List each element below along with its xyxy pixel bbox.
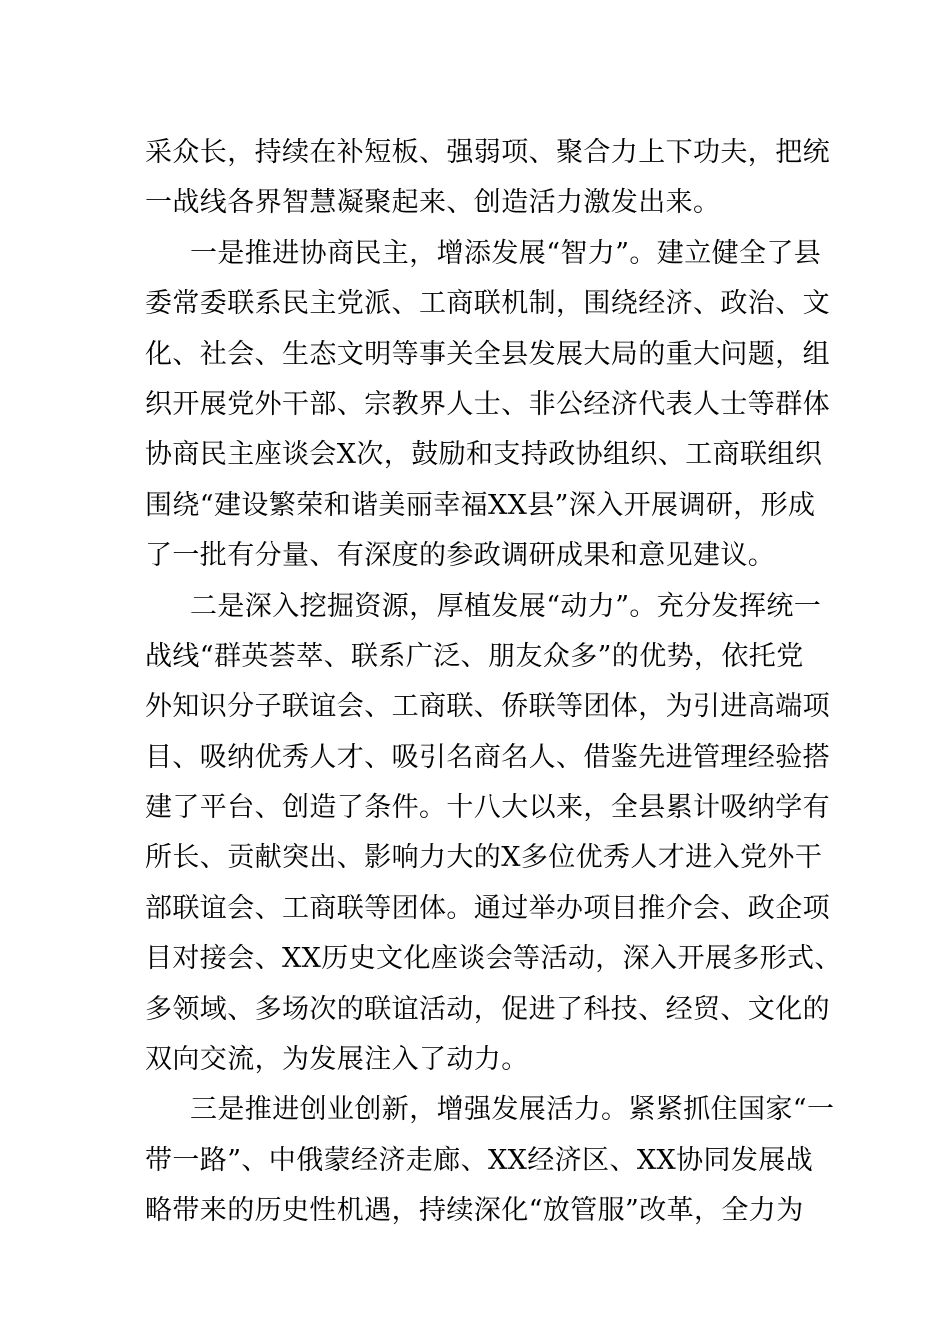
text-line-22: 略带来的历史性机遇，持续深化“放管服”改革，全力为	[145, 1195, 804, 1227]
text-line-11: 战线“群英荟萃、联系广泛、朋友众多”的优势，依托党	[145, 640, 804, 672]
text-line-14: 建了平台、创造了条件。十八大以来，全县累计吸纳学有	[145, 792, 830, 824]
text-line-19: 双向交流，为发展注入了动力。	[145, 1044, 529, 1076]
text-line-21: 带一路”、中俄蒙经济走廊、XX经济区、XX协同发展战	[145, 1144, 814, 1176]
text-line-8: 围绕“建设繁荣和谐美丽幸福XX县”深入开展调研，形成	[145, 489, 816, 521]
text-line-15: 所长、贡献突出、影响力大的X多位优秀人才进入党外干	[145, 842, 823, 874]
text-line-1: 采众长，持续在补短板、强弱项、聚合力上下功夫，把统	[145, 137, 830, 168]
text-line-18: 多领域、多场次的联谊活动，促进了科技、经贸、文化的	[145, 993, 830, 1025]
text-line-9: 了一批有分量、有深度的参政调研成果和意见建议。	[145, 540, 776, 572]
text-line-16: 部联谊会、工商联等团体。通过举办项目推介会、政企项	[145, 892, 830, 924]
paragraph-3-first-line: 三是推进创业创新，增强发展活力。紧紧抓住国家“一	[190, 1094, 835, 1126]
text-line-13: 目、吸纳优秀人才、吸引名商名人、借鉴先进管理经验搭	[145, 741, 830, 773]
text-line-4: 委常委联系民主党派、工商联机制，围绕经济、政治、文	[145, 288, 830, 320]
text-line-17: 目对接会、XX历史文化座谈会等活动，深入开展多形式、	[145, 943, 842, 975]
text-line-2: 一战线各界智慧凝聚起来、创造活力激发出来。	[145, 187, 721, 219]
text-line-12: 外知识分子联谊会、工商联、侨联等团体，为引进高端项	[145, 691, 830, 723]
paragraph-1-first-line: 一是推进协商民主，增添发展“智力”。建立健全了县	[190, 237, 822, 269]
paragraph-2-first-line: 二是深入挖掘资源，厚植发展“动力”。充分发挥统一	[190, 590, 822, 622]
document-body	[145, 128, 842, 1237]
text-line-7: 协商民主座谈会X次，鼓励和支持政协组织、工商联组织	[145, 439, 823, 471]
text-line-6: 织开展党外干部、宗教界人士、非公经济代表人士等群体	[145, 388, 830, 420]
text-line-5: 化、社会、生态文明等事关全县发展大局的重大问题，组	[145, 338, 830, 370]
